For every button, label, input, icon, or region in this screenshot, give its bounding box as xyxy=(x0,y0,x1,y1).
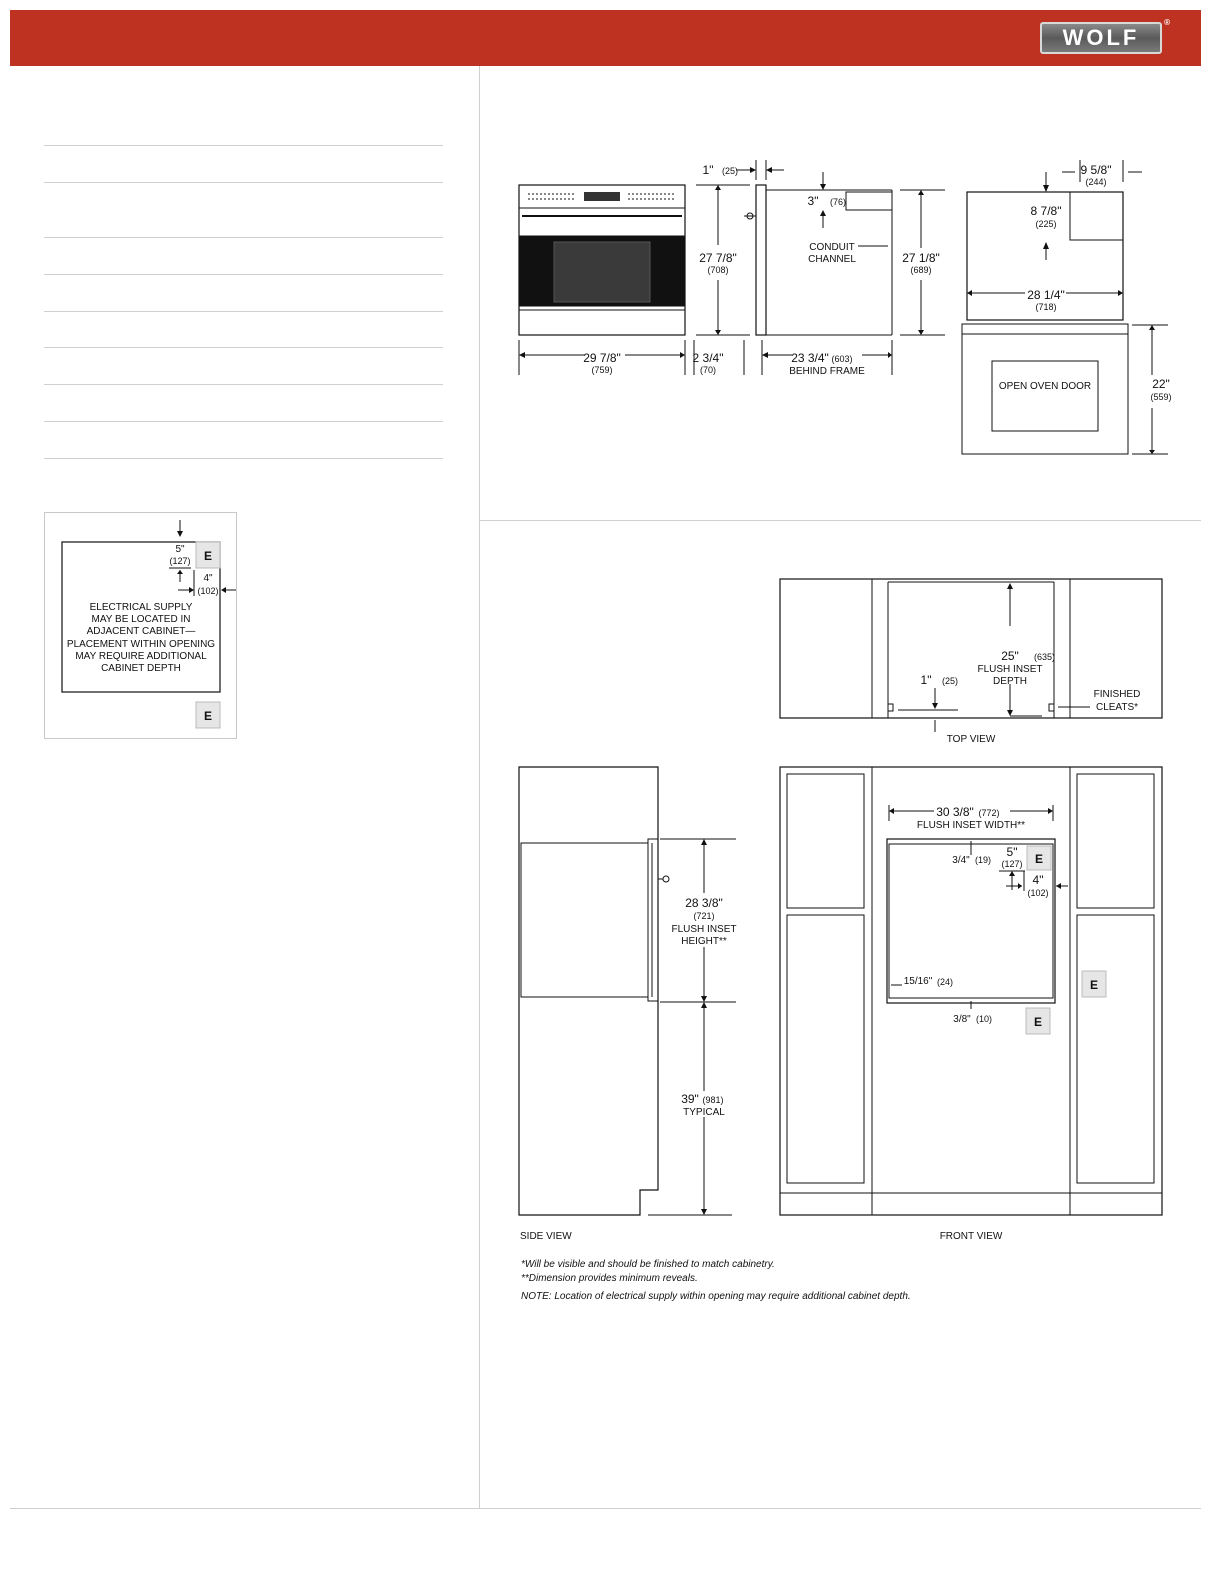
spec-rule xyxy=(44,274,443,275)
spec-rule xyxy=(44,237,443,238)
header-bar xyxy=(10,10,1201,66)
svg-text:(721): (721) xyxy=(693,911,715,921)
svg-text:5": 5" xyxy=(175,544,185,555)
svg-text:CHANNEL: CHANNEL xyxy=(808,254,856,265)
svg-text:28 1/4": 28 1/4" xyxy=(1027,288,1065,302)
electrical-detail-diagram xyxy=(44,512,238,740)
front-view-diagram xyxy=(778,765,1168,1245)
side-view-diagram xyxy=(518,765,748,1245)
svg-text:3/4": 3/4" xyxy=(952,855,970,866)
svg-text:E: E xyxy=(1089,978,1099,992)
svg-text:25": 25" xyxy=(1001,649,1019,663)
electrical-marker: E xyxy=(203,549,213,563)
svg-text:30 3/8": 30 3/8" xyxy=(936,805,974,819)
svg-text:27 1/8": 27 1/8" xyxy=(902,251,940,265)
svg-text:DEPTH: DEPTH xyxy=(993,676,1027,687)
spec-rule xyxy=(44,182,443,183)
spec-rule xyxy=(44,421,443,422)
svg-text:FLUSH INSET: FLUSH INSET xyxy=(671,924,737,935)
svg-text:(25): (25) xyxy=(942,676,959,686)
svg-text:FINISHED: FINISHED xyxy=(1093,689,1141,700)
spec-rule xyxy=(44,145,443,146)
svg-text:HEIGHT**: HEIGHT** xyxy=(681,936,727,947)
svg-text:(635): (635) xyxy=(1034,652,1056,662)
svg-text:FLUSH INSET WIDTH**: FLUSH INSET WIDTH** xyxy=(916,820,1026,831)
svg-text:15/16": 15/16" xyxy=(903,976,933,987)
svg-text:(19): (19) xyxy=(974,855,992,865)
svg-text:(225): (225) xyxy=(1035,219,1057,229)
product-dimensions-diagram xyxy=(500,150,1200,470)
svg-text:(70): (70) xyxy=(699,365,717,375)
svg-text:(127): (127) xyxy=(1001,859,1023,869)
svg-text:(603): (603) xyxy=(831,354,853,364)
svg-text:TYPICAL: TYPICAL xyxy=(683,1107,725,1118)
spec-rule xyxy=(44,384,443,385)
svg-text:4": 4" xyxy=(1032,873,1044,887)
svg-text:(24): (24) xyxy=(936,977,954,987)
svg-text:(127): (127) xyxy=(169,556,191,566)
wolf-logo: WOLF ® xyxy=(1040,22,1162,54)
footnotes xyxy=(521,1258,911,1304)
svg-text:CABINET DEPTH: CABINET DEPTH xyxy=(101,663,181,674)
svg-text:MAY BE LOCATED IN: MAY BE LOCATED IN xyxy=(91,614,191,625)
svg-text:5": 5" xyxy=(1006,845,1018,859)
section-divider xyxy=(480,520,1201,521)
svg-text:TOP VIEW: TOP VIEW xyxy=(946,734,996,745)
spec-rule xyxy=(44,347,443,348)
svg-text:(10): (10) xyxy=(975,1014,993,1024)
svg-text:ADJACENT CABINET—: ADJACENT CABINET— xyxy=(86,626,196,637)
svg-text:39": 39" xyxy=(681,1092,699,1106)
svg-text:BEHIND FRAME: BEHIND FRAME xyxy=(789,366,865,377)
svg-text:(689): (689) xyxy=(910,265,932,275)
footnote-cleats: *Will be visible and should be finished to match cabinetry. xyxy=(521,1259,775,1270)
svg-text:9 5/8": 9 5/8" xyxy=(1080,163,1112,177)
column-divider xyxy=(479,66,480,1508)
svg-text:FLUSH INSET: FLUSH INSET xyxy=(977,664,1043,675)
svg-text:E: E xyxy=(203,709,213,723)
svg-text:1": 1" xyxy=(702,163,714,177)
svg-text:(102): (102) xyxy=(1027,888,1049,898)
svg-text:FRONT VIEW: FRONT VIEW xyxy=(939,1231,1003,1242)
svg-text:CONDUIT: CONDUIT xyxy=(809,242,855,253)
svg-text:8 7/8": 8 7/8" xyxy=(1030,204,1062,218)
footnote-reveals: **Dimension provides minimum reveals. xyxy=(521,1273,698,1284)
svg-text:ELECTRICAL SUPPLY: ELECTRICAL SUPPLY xyxy=(89,602,193,613)
svg-text:E: E xyxy=(1033,1015,1043,1029)
svg-text:SIDE VIEW: SIDE VIEW xyxy=(520,1231,572,1242)
svg-text:(981): (981) xyxy=(702,1095,724,1105)
footer-divider xyxy=(10,1508,1201,1509)
svg-text:(772): (772) xyxy=(978,808,1000,818)
svg-text:CLEATS*: CLEATS* xyxy=(1095,702,1139,713)
svg-text:(102): (102) xyxy=(197,586,219,596)
svg-text:4": 4" xyxy=(203,573,213,584)
svg-text:29 7/8": 29 7/8" xyxy=(583,351,621,365)
svg-text:3/8": 3/8" xyxy=(953,1014,971,1025)
svg-text:MAY REQUIRE ADDITIONAL: MAY REQUIRE ADDITIONAL xyxy=(75,651,207,662)
spec-rule xyxy=(44,311,443,312)
svg-text:(718): (718) xyxy=(1035,302,1057,312)
svg-text:2 3/4": 2 3/4" xyxy=(692,351,724,365)
svg-text:27 7/8": 27 7/8" xyxy=(699,251,737,265)
svg-text:23 3/4": 23 3/4" xyxy=(791,351,829,365)
top-view-diagram xyxy=(778,576,1168,748)
svg-text:(76): (76) xyxy=(830,197,847,207)
svg-text:28 3/8": 28 3/8" xyxy=(685,896,723,910)
svg-text:3": 3" xyxy=(807,194,819,208)
svg-text:(759): (759) xyxy=(591,365,613,375)
svg-text:(559): (559) xyxy=(1150,392,1172,402)
svg-text:(708): (708) xyxy=(707,265,729,275)
spec-rule xyxy=(44,458,443,459)
svg-text:E: E xyxy=(1034,852,1044,866)
svg-text:PLACEMENT WITHIN OPENING: PLACEMENT WITHIN OPENING xyxy=(66,639,216,650)
svg-text:1": 1" xyxy=(920,673,932,687)
svg-text:(244): (244) xyxy=(1085,177,1107,187)
svg-text:(25): (25) xyxy=(722,166,739,176)
svg-text:22": 22" xyxy=(1152,377,1170,391)
footnote-electrical: NOTE: Location of electrical supply within opening may require additional cabinet depth. xyxy=(521,1291,911,1302)
svg-text:OPEN OVEN DOOR: OPEN OVEN DOOR xyxy=(998,381,1092,392)
